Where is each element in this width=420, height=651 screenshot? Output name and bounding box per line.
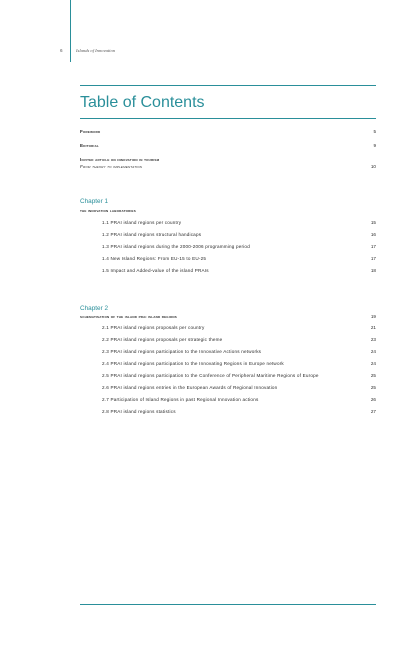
toc-entry-label: Editorial — [80, 143, 99, 148]
toc-entry-label: Foreword — [80, 129, 101, 134]
chapter-1-subtitle: the innovation laboratories — [80, 208, 136, 213]
toc-entry-2-2[interactable] — [102, 337, 376, 343]
toc-entry-page: 23 — [370, 337, 376, 342]
toc-entry-page: 15 — [370, 220, 376, 225]
chapter-2-subtitle: schematisation of the island prai island regions — [80, 314, 177, 319]
toc-entry-page: 5 — [373, 129, 376, 134]
toc-entry-label: 1.1 PRAI island regions per country — [102, 220, 182, 225]
toc-entry-2-1[interactable] — [102, 325, 376, 331]
toc-entry-page: 26 — [370, 397, 376, 402]
toc-entry-page: 16 — [370, 232, 376, 237]
toc-entry-page: 10 — [370, 164, 376, 169]
toc-entry-2-4[interactable] — [102, 361, 376, 367]
toc-entry-foreword[interactable] — [80, 129, 376, 135]
toc-entry-2-7[interactable] — [102, 397, 376, 403]
toc-entry-label: 2.1 PRAI island regions proposals per country — [102, 325, 205, 330]
toc-entry-label: 2.8 PRAI island regions statistics — [102, 409, 176, 414]
toc-entry-2-5[interactable] — [102, 373, 376, 379]
toc-entry-page: 25 — [370, 373, 376, 378]
chapter-1-heading: Chapter 1 — [80, 198, 109, 205]
toc-entry-1-1[interactable] — [102, 220, 376, 226]
header-vertical-rule — [70, 0, 71, 62]
toc-entry-1-4[interactable] — [102, 256, 376, 262]
toc-entry-label: 1.5 Impact and Added-value of the island PRAIs — [102, 268, 209, 273]
toc-entry-page: 17 — [370, 244, 376, 249]
toc-entry-label: 2.5 PRAI island regions participation to the Conference of Peripheral Maritime Regions of Europe — [102, 373, 319, 378]
chapter-2-heading: Chapter 2 — [80, 305, 109, 312]
bottom-rule — [80, 604, 376, 605]
page-number: 6 — [60, 48, 63, 53]
toc-entry-label: From theory to implementation — [80, 164, 143, 169]
toc-entry-page: 27 — [370, 409, 376, 414]
toc-entry-2-3[interactable] — [102, 349, 376, 355]
toc-entry-page: 21 — [370, 325, 376, 330]
toc-entry-label: 1.4 New Island Regions: From EU-15 to EU-25 — [102, 256, 207, 261]
toc-entry-theory[interactable] — [80, 164, 376, 170]
running-title: Islands of Innovation — [76, 48, 116, 53]
toc-entry-page: 17 — [370, 256, 376, 261]
toc-entry-1-2[interactable] — [102, 232, 376, 238]
toc-entry-label: 1.2 PRAI island regions structural handicaps — [102, 232, 202, 237]
toc-entry-label: 2.4 PRAI island regions participation to the Innovating Regions in Europe network — [102, 361, 284, 366]
toc-entry-invited-article[interactable] — [80, 157, 376, 163]
toc-entry-page: 24 — [370, 361, 376, 366]
toc-entry-label: 2.7 Participation of Island Regions in past Regional Innovation actions — [102, 397, 259, 402]
toc-entry-page: 24 — [370, 349, 376, 354]
toc-entry-editorial[interactable] — [80, 143, 376, 149]
toc-entry-page: 25 — [370, 385, 376, 390]
toc-entry-page: 18 — [370, 268, 376, 273]
toc-entry-1-5[interactable] — [102, 268, 376, 274]
title-rule — [80, 118, 376, 119]
toc-entry-label: 2.3 PRAI island regions participation to the Innovative Actions networks — [102, 349, 262, 354]
toc-entry-label: 2.2 PRAI island regions proposals per strategic theme — [102, 337, 223, 342]
top-rule — [80, 85, 376, 86]
toc-entry-page: 19 — [370, 314, 376, 319]
toc-entry-2-6[interactable] — [102, 385, 376, 391]
page-title: Table of Contents — [80, 94, 205, 111]
toc-entry-label: Invited article on innovation in tourism — [80, 157, 160, 162]
toc-entry-label: 1.3 PRAI island regions during the 2000-2006 programming period — [102, 244, 250, 249]
toc-entry-1-3[interactable] — [102, 244, 376, 250]
toc-entry-label: 2.6 PRAI island regions entries in the European Awards of Regional Innovation — [102, 385, 278, 390]
toc-entry-2-8[interactable] — [102, 409, 376, 415]
toc-entry-page: 9 — [373, 143, 376, 148]
chapter-2-subtitle-row[interactable] — [80, 314, 376, 320]
